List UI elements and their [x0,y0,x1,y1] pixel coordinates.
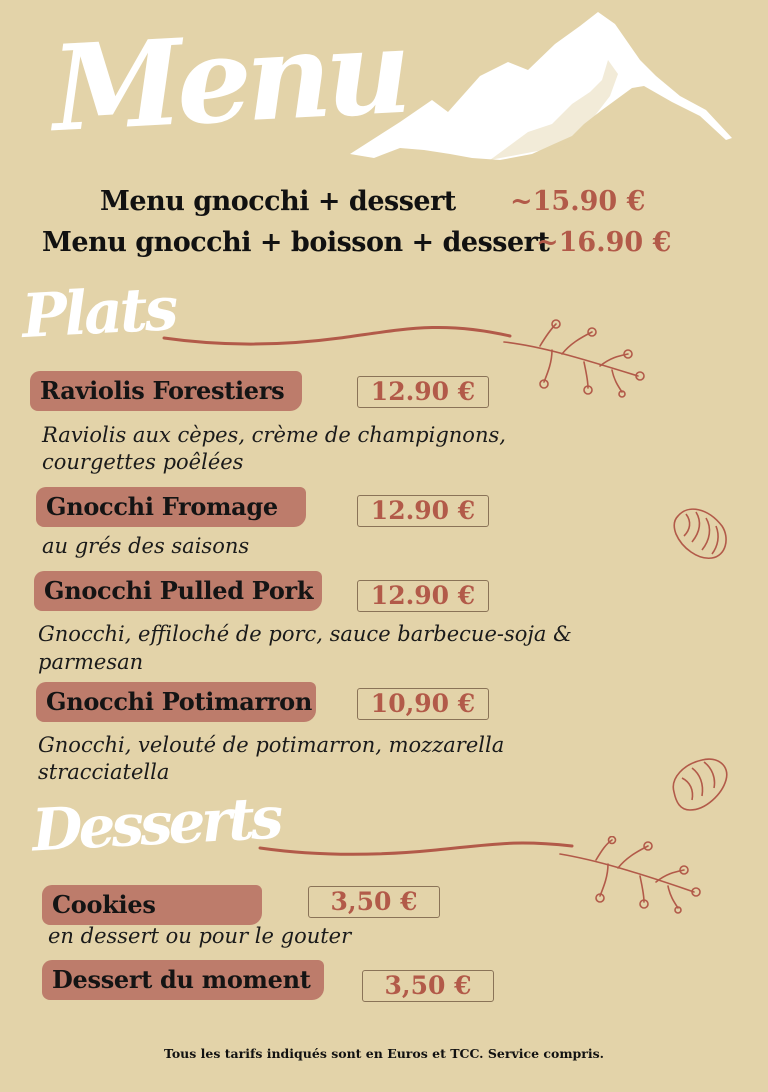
dish-name-gnocchi-pulled-pork: Gnocchi Pulled Pork [34,571,322,611]
swirl-line [160,316,530,356]
plats-title: Plats [20,274,178,352]
desc-potimarron-line-1: Gnocchi, velouté de potimarron, mozzarella [38,733,505,757]
desc-raviolis-line-2: courgettes poêlées [42,450,244,474]
formula-price-1: ~15.90 € [510,186,646,217]
dessert-name-dessert-du-moment: Dessert du moment [42,960,324,1000]
desc-pulled-pork-line-2: parmesan [38,650,144,674]
dish-name-gnocchi-fromage: Gnocchi Fromage [36,487,306,527]
formula-label-1: Menu gnocchi + dessert [100,186,456,217]
price-cookies: 3,50 € [308,886,440,918]
dish-name-raviolis-forestiers: Raviolis Forestiers [30,371,302,411]
price-gnocchi-pulled-pork: 12.90 € [357,580,489,612]
desc-raviolis-line-1: Raviolis aux cèpes, crème de champignons, [42,423,506,447]
swirl-line [256,834,576,864]
price-raviolis-forestiers: 12.90 € [357,376,489,408]
gnocchi-icon [668,752,732,816]
dessert-name-cookies: Cookies [42,885,262,925]
footer-note: Tous les tarifs indiqués sont en Euros et TCC. Service compris. [163,1046,605,1061]
price-dessert-du-moment: 3,50 € [362,970,494,1002]
formula-price-2: ~16.90 € [536,227,672,258]
desc-pulled-pork-line-1: Gnocchi, effiloché de porc, sauce barbecue-soja & [38,622,572,646]
formula-label-2: Menu gnocchi + boisson + dessert [42,227,550,258]
desserts-title: Desserts [30,783,282,865]
desc-gnocchi-fromage: au grés des saisons [42,534,250,558]
dish-name-gnocchi-potimarron: Gnocchi Potimarron [36,682,316,722]
menu-title: Menu [48,0,409,159]
floral-branch-icon [500,318,650,398]
price-gnocchi-fromage: 12.90 € [357,495,489,527]
price-gnocchi-potimarron: 10,90 € [357,688,489,720]
floral-branch-icon [556,836,706,916]
desc-cookies: en dessert ou pour le gouter [48,924,352,948]
desc-potimarron-line-2: stracciatella [38,760,170,784]
gnocchi-icon [668,500,732,564]
